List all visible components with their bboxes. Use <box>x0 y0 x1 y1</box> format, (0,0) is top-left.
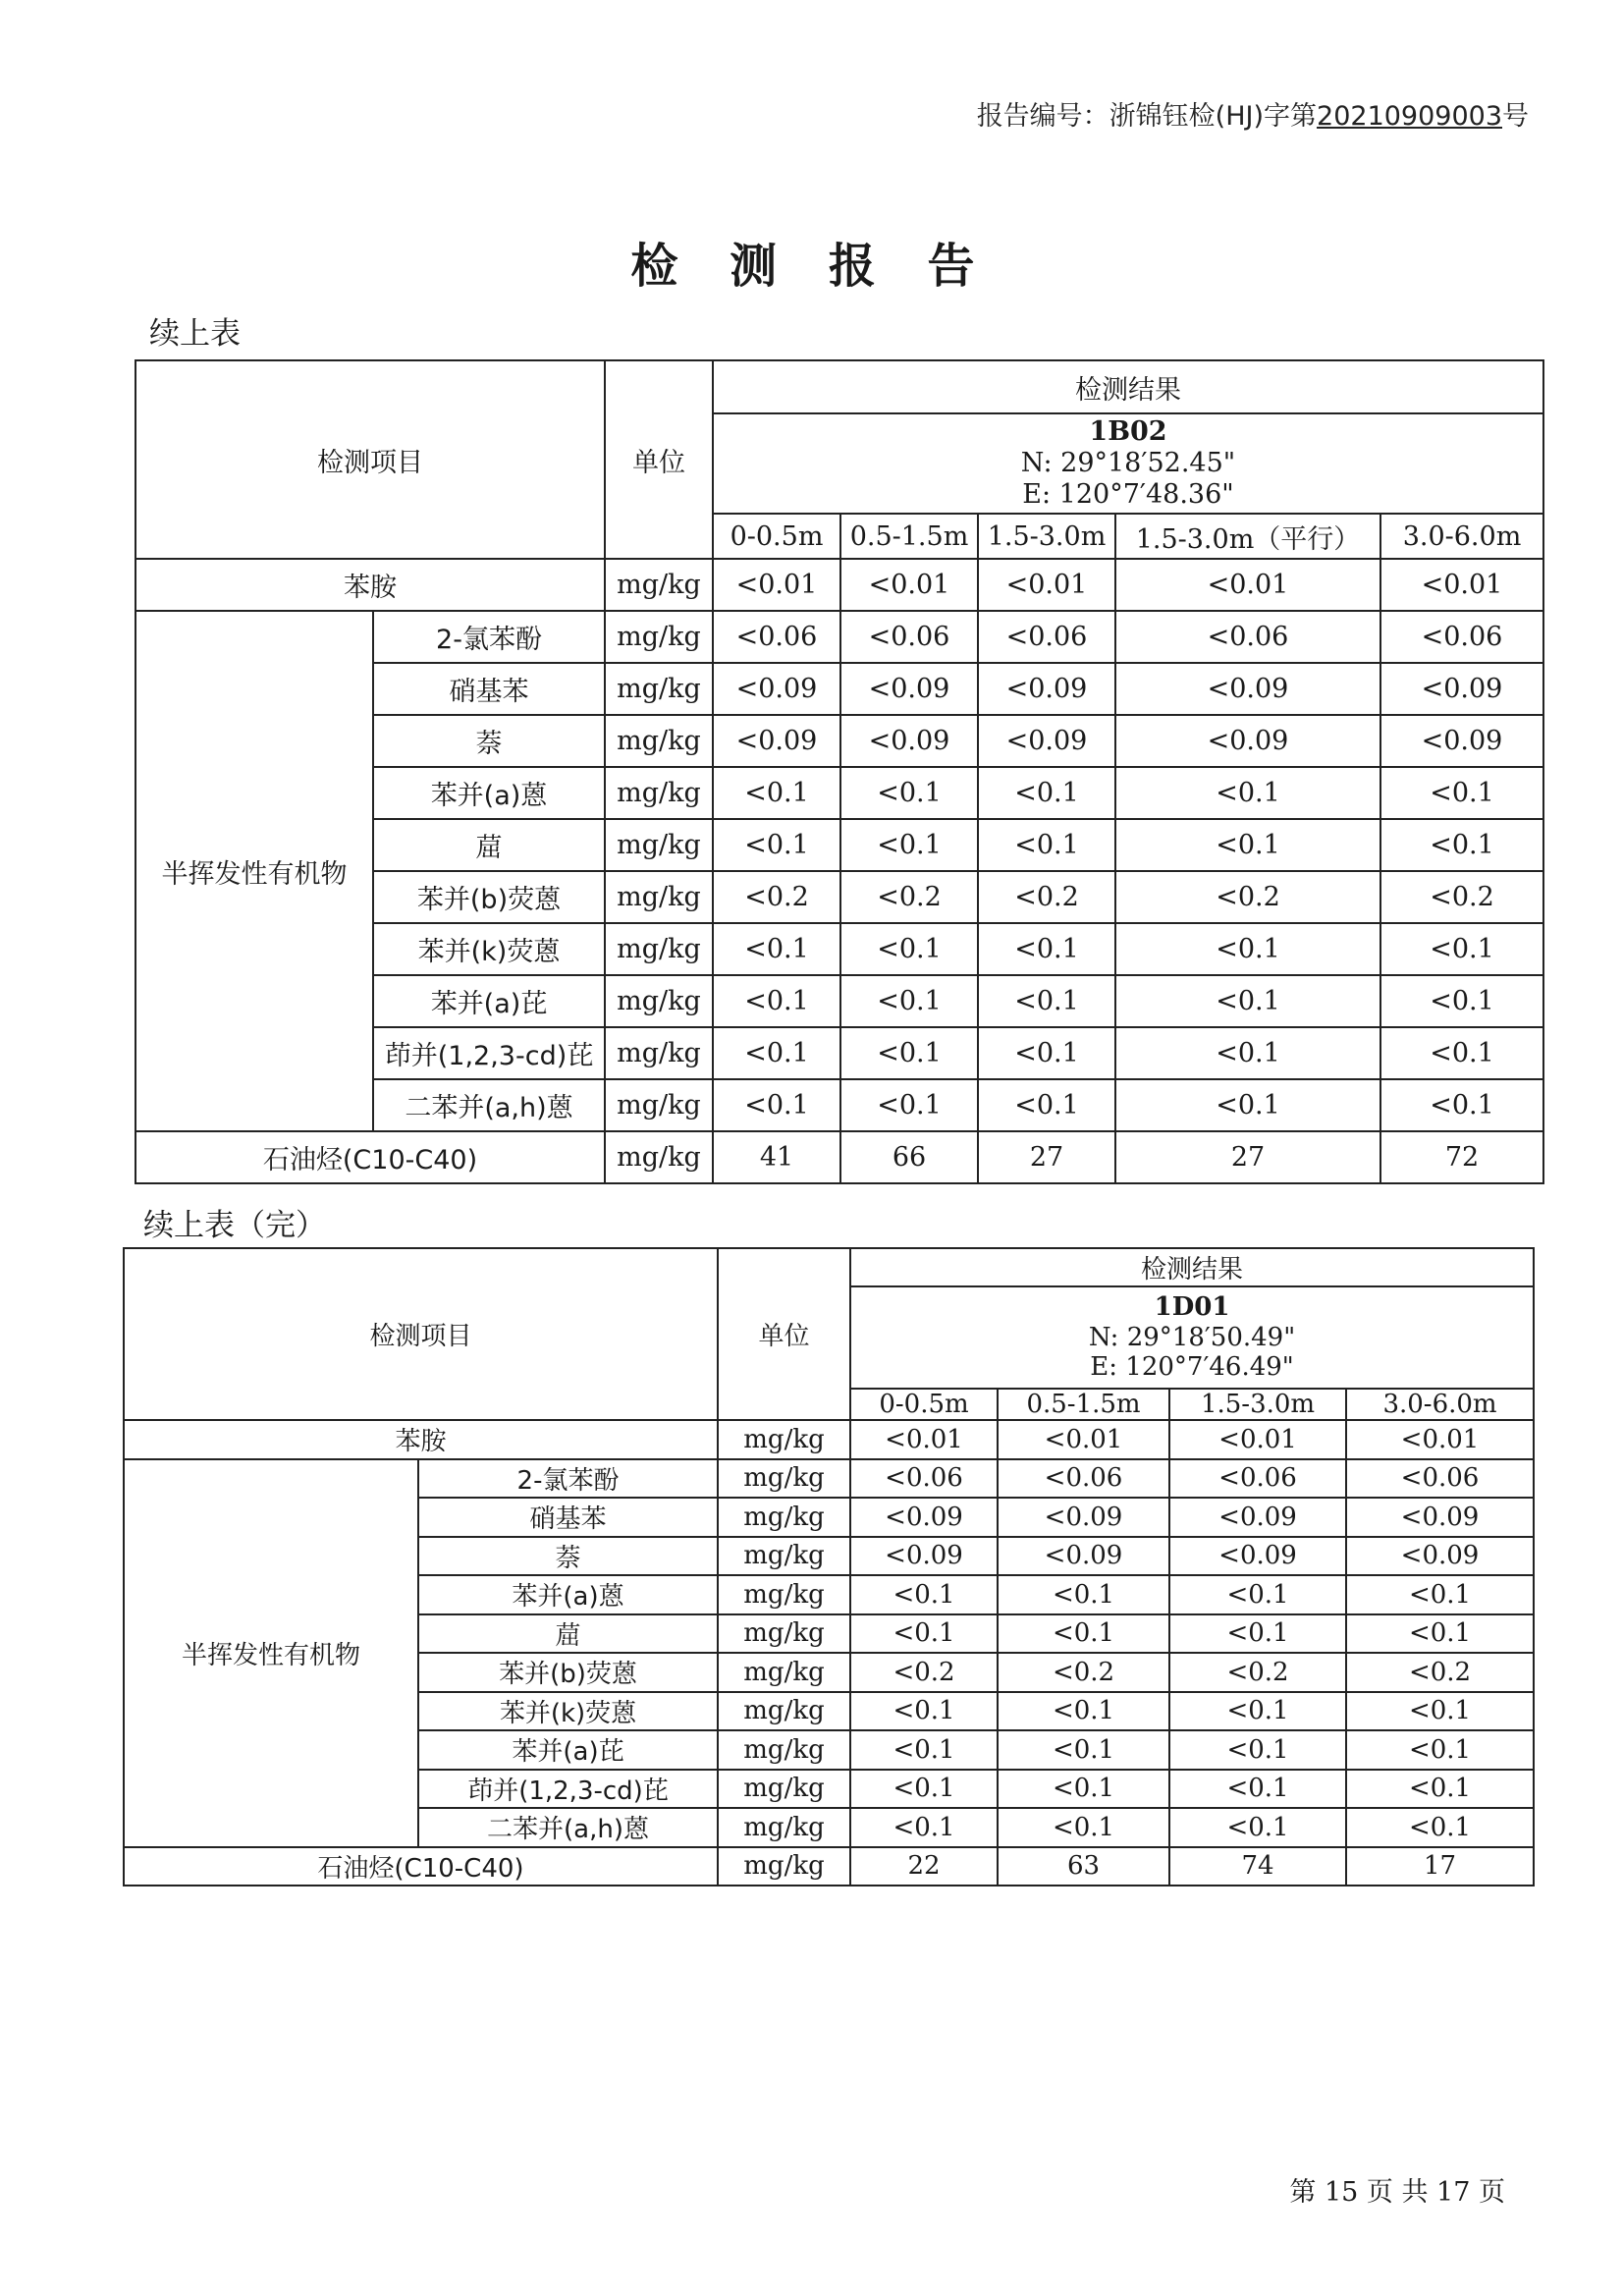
sample-latitude: N: 29°18′50.49" <box>1088 1322 1296 1352</box>
report-number-value: 20210909003 <box>1317 101 1502 132</box>
sample-longitude: E: 120°7′46.49" <box>1090 1352 1294 1383</box>
row-value: <0.09 <box>1169 1498 1346 1537</box>
row-value: <0.1 <box>1169 1692 1346 1731</box>
row-value: <0.2 <box>850 1653 998 1692</box>
row-value: <0.1 <box>1346 1808 1534 1847</box>
row-value: <0.1 <box>850 1575 998 1614</box>
row-value: <0.1 <box>713 767 840 819</box>
row-value: <0.06 <box>850 1459 998 1499</box>
row-value: <0.1 <box>840 767 978 819</box>
row-item-label: 茚并(1,2,3-cd)芘 <box>373 1027 605 1079</box>
row-unit: mg/kg <box>718 1575 850 1614</box>
row-unit: mg/kg <box>605 611 713 663</box>
row-item-label: 硝基苯 <box>418 1498 718 1537</box>
row-item-label: 石油烃(C10-C40) <box>124 1847 718 1886</box>
row-value: <0.09 <box>713 663 840 715</box>
row-value: <0.1 <box>1169 1770 1346 1809</box>
row-value: <0.2 <box>713 871 840 923</box>
row-value: <0.09 <box>1380 663 1543 715</box>
row-unit: mg/kg <box>605 767 713 819</box>
row-value: <0.09 <box>713 715 840 767</box>
column-header-unit: 单位 <box>718 1248 850 1420</box>
row-value: <0.1 <box>1380 819 1543 871</box>
row-value: <0.2 <box>1169 1653 1346 1692</box>
row-unit: mg/kg <box>718 1692 850 1731</box>
row-value: <0.1 <box>978 767 1115 819</box>
sample-id: 1B02 <box>1089 416 1167 448</box>
row-value: <0.1 <box>713 975 840 1027</box>
row-unit: mg/kg <box>718 1770 850 1809</box>
row-item-label: 䓛 <box>373 819 605 871</box>
row-value: <0.1 <box>1346 1692 1534 1731</box>
sample-longitude: E: 120°7′48.36" <box>1022 478 1234 510</box>
depth-header: 0-0.5m <box>713 514 840 559</box>
row-value: <0.1 <box>713 1027 840 1079</box>
row-unit: mg/kg <box>605 663 713 715</box>
row-unit: mg/kg <box>605 1079 713 1131</box>
table2 <box>123 1247 1535 1886</box>
row-value: <0.1 <box>1380 1079 1543 1131</box>
row-value: <0.06 <box>713 611 840 663</box>
row-value: <0.01 <box>1346 1420 1534 1459</box>
row-value: <0.01 <box>840 559 978 611</box>
depth-header: 0.5-1.5m <box>998 1389 1169 1420</box>
row-item-label: 䓛 <box>418 1614 718 1654</box>
depth-header: 0-0.5m <box>850 1389 998 1420</box>
column-header-results: 检测结果 <box>713 360 1543 413</box>
row-unit: mg/kg <box>718 1653 850 1692</box>
column-header-item: 检测项目 <box>124 1248 718 1420</box>
row-value: <0.01 <box>850 1420 998 1459</box>
row-value: <0.01 <box>713 559 840 611</box>
row-value: <0.1 <box>1169 1575 1346 1614</box>
row-value: <0.1 <box>978 1079 1115 1131</box>
row-value: 72 <box>1380 1131 1543 1183</box>
row-value: <0.1 <box>978 819 1115 871</box>
row-value: <0.1 <box>998 1808 1169 1847</box>
row-value: <0.01 <box>1169 1420 1346 1459</box>
row-value: <0.1 <box>850 1770 998 1809</box>
row-value: <0.09 <box>840 663 978 715</box>
report-number-prefix: 报告编号：浙锦钰检(HJ)字第 <box>976 101 1318 132</box>
row-value: <0.2 <box>1346 1653 1534 1692</box>
row-item-label: 萘 <box>373 715 605 767</box>
group-label: 半挥发性有机物 <box>124 1459 418 1847</box>
table1 <box>135 359 1544 1184</box>
row-item-label: 二苯并(a,h)蒽 <box>373 1079 605 1131</box>
row-value: <0.09 <box>1115 715 1380 767</box>
row-unit: mg/kg <box>605 871 713 923</box>
row-unit: mg/kg <box>605 819 713 871</box>
table-row <box>124 1459 1534 1499</box>
sample-latitude: N: 29°18′52.45" <box>1020 448 1236 479</box>
row-value: <0.1 <box>998 1770 1169 1809</box>
row-value: <0.01 <box>978 559 1115 611</box>
row-item-label: 硝基苯 <box>373 663 605 715</box>
row-value: <0.1 <box>840 1079 978 1131</box>
table2-section-label: 续上表（完） <box>143 1208 326 1243</box>
sample-info <box>850 1286 1534 1389</box>
row-value: <0.1 <box>1115 975 1380 1027</box>
row-value: <0.06 <box>840 611 978 663</box>
row-item-label: 苯并(b)荧蒽 <box>373 871 605 923</box>
row-item-label: 石油烃(C10-C40) <box>135 1131 605 1183</box>
row-value: <0.1 <box>998 1692 1169 1731</box>
row-item-label: 苯胺 <box>135 559 605 611</box>
row-value: <0.1 <box>713 1079 840 1131</box>
row-value: <0.09 <box>1115 663 1380 715</box>
row-value: <0.2 <box>1380 871 1543 923</box>
row-value: 66 <box>840 1131 978 1183</box>
depth-header: 1.5-3.0m <box>1169 1389 1346 1420</box>
row-item-label: 二苯并(a,h)蒽 <box>418 1808 718 1847</box>
row-value: 22 <box>850 1847 998 1886</box>
sample-id: 1D01 <box>1154 1291 1230 1322</box>
row-value: <0.09 <box>1346 1498 1534 1537</box>
row-value: <0.2 <box>998 1653 1169 1692</box>
row-value: <0.1 <box>1169 1614 1346 1654</box>
row-value: <0.01 <box>998 1420 1169 1459</box>
depth-header: 1.5-3.0m（平行） <box>1115 514 1380 559</box>
sample-info <box>713 413 1543 514</box>
row-item-label: 苯并(k)荧蒽 <box>418 1692 718 1731</box>
row-value: <0.1 <box>998 1730 1169 1770</box>
row-value: 74 <box>1169 1847 1346 1886</box>
row-value: 27 <box>1115 1131 1380 1183</box>
row-value: <0.06 <box>998 1459 1169 1499</box>
row-item-label: 苯并(a)芘 <box>373 975 605 1027</box>
row-value: <0.1 <box>1380 767 1543 819</box>
table-row <box>124 1420 1534 1459</box>
row-item-label: 苯并(a)蒽 <box>418 1575 718 1614</box>
row-value: <0.1 <box>978 975 1115 1027</box>
row-value: <0.1 <box>1169 1730 1346 1770</box>
row-value: <0.1 <box>1380 923 1543 975</box>
row-value: <0.1 <box>1346 1730 1534 1770</box>
group-label: 半挥发性有机物 <box>135 611 373 1131</box>
row-value: <0.09 <box>998 1537 1169 1576</box>
row-value: <0.1 <box>713 923 840 975</box>
row-value: <0.1 <box>850 1692 998 1731</box>
row-item-label: 苯并(a)芘 <box>418 1730 718 1770</box>
depth-header: 3.0-6.0m <box>1380 514 1543 559</box>
row-value: <0.1 <box>840 819 978 871</box>
report-number <box>977 94 1529 133</box>
row-value: <0.09 <box>850 1498 998 1537</box>
row-value: <0.09 <box>1380 715 1543 767</box>
row-item-label: 茚并(1,2,3-cd)芘 <box>418 1770 718 1809</box>
row-unit: mg/kg <box>718 1537 850 1576</box>
depth-header: 0.5-1.5m <box>840 514 978 559</box>
row-value: <0.1 <box>840 975 978 1027</box>
row-value: <0.06 <box>1380 611 1543 663</box>
row-unit: mg/kg <box>605 923 713 975</box>
row-unit: mg/kg <box>605 1131 713 1183</box>
row-item-label: 苯并(k)荧蒽 <box>373 923 605 975</box>
row-item-label: 2-氯苯酚 <box>373 611 605 663</box>
row-value: <0.1 <box>850 1730 998 1770</box>
table-row <box>135 611 1543 663</box>
row-value: <0.1 <box>978 923 1115 975</box>
row-value: <0.1 <box>1380 975 1543 1027</box>
row-value: <0.06 <box>978 611 1115 663</box>
row-item-label: 苯胺 <box>124 1420 718 1459</box>
row-value: <0.1 <box>1169 1808 1346 1847</box>
row-value: 17 <box>1346 1847 1534 1886</box>
row-value: <0.2 <box>978 871 1115 923</box>
row-item-label: 萘 <box>418 1537 718 1576</box>
row-value: <0.1 <box>1346 1770 1534 1809</box>
row-unit: mg/kg <box>718 1498 850 1537</box>
row-value: <0.1 <box>1380 1027 1543 1079</box>
row-value: <0.06 <box>1169 1459 1346 1499</box>
row-value: <0.1 <box>1115 1027 1380 1079</box>
column-header-unit: 单位 <box>605 360 713 559</box>
row-value: <0.1 <box>1115 1079 1380 1131</box>
row-unit: mg/kg <box>605 559 713 611</box>
row-unit: mg/kg <box>718 1847 850 1886</box>
row-value: <0.1 <box>998 1575 1169 1614</box>
row-value: <0.2 <box>840 871 978 923</box>
row-unit: mg/kg <box>718 1420 850 1459</box>
row-value: <0.09 <box>998 1498 1169 1537</box>
row-value: <0.01 <box>1380 559 1543 611</box>
row-item-label: 2-氯苯酚 <box>418 1459 718 1499</box>
row-unit: mg/kg <box>718 1614 850 1654</box>
row-value: <0.2 <box>1115 871 1380 923</box>
table-row <box>124 1847 1534 1886</box>
document-title: 检 测 报 告 <box>630 239 993 294</box>
depth-header: 3.0-6.0m <box>1346 1389 1534 1420</box>
row-value: <0.06 <box>1346 1459 1534 1499</box>
table1-section-label: 续上表 <box>149 316 241 352</box>
row-value: <0.01 <box>1115 559 1380 611</box>
row-value: <0.1 <box>1115 819 1380 871</box>
row-value: 63 <box>998 1847 1169 1886</box>
row-item-label: 苯并(a)蒽 <box>373 767 605 819</box>
row-value: <0.1 <box>850 1808 998 1847</box>
row-unit: mg/kg <box>718 1730 850 1770</box>
row-value: <0.1 <box>1115 923 1380 975</box>
row-value: 41 <box>713 1131 840 1183</box>
row-unit: mg/kg <box>718 1459 850 1499</box>
depth-header: 1.5-3.0m <box>978 514 1115 559</box>
row-value: <0.1 <box>978 1027 1115 1079</box>
row-unit: mg/kg <box>718 1808 850 1847</box>
table-row <box>135 559 1543 611</box>
row-value: <0.09 <box>1346 1537 1534 1576</box>
column-header-results: 检测结果 <box>850 1248 1534 1286</box>
row-item-label: 苯并(b)荧蒽 <box>418 1653 718 1692</box>
table-row <box>135 1131 1543 1183</box>
column-header-item: 检测项目 <box>135 360 605 559</box>
row-value: <0.1 <box>850 1614 998 1654</box>
row-unit: mg/kg <box>605 1027 713 1079</box>
row-value: <0.09 <box>1169 1537 1346 1576</box>
row-value: <0.1 <box>1346 1614 1534 1654</box>
page-number: 第 15 页 共 17 页 <box>1289 2177 1505 2208</box>
row-unit: mg/kg <box>605 975 713 1027</box>
row-value: <0.09 <box>978 715 1115 767</box>
row-value: <0.09 <box>978 663 1115 715</box>
row-unit: mg/kg <box>605 715 713 767</box>
row-value: <0.1 <box>840 1027 978 1079</box>
row-value: <0.09 <box>840 715 978 767</box>
row-value: <0.1 <box>1115 767 1380 819</box>
row-value: <0.1 <box>998 1614 1169 1654</box>
row-value: <0.1 <box>713 819 840 871</box>
report-number-suffix: 号 <box>1502 101 1529 132</box>
row-value: <0.1 <box>840 923 978 975</box>
row-value: <0.06 <box>1115 611 1380 663</box>
row-value: <0.09 <box>850 1537 998 1576</box>
row-value: <0.1 <box>1346 1575 1534 1614</box>
row-value: 27 <box>978 1131 1115 1183</box>
